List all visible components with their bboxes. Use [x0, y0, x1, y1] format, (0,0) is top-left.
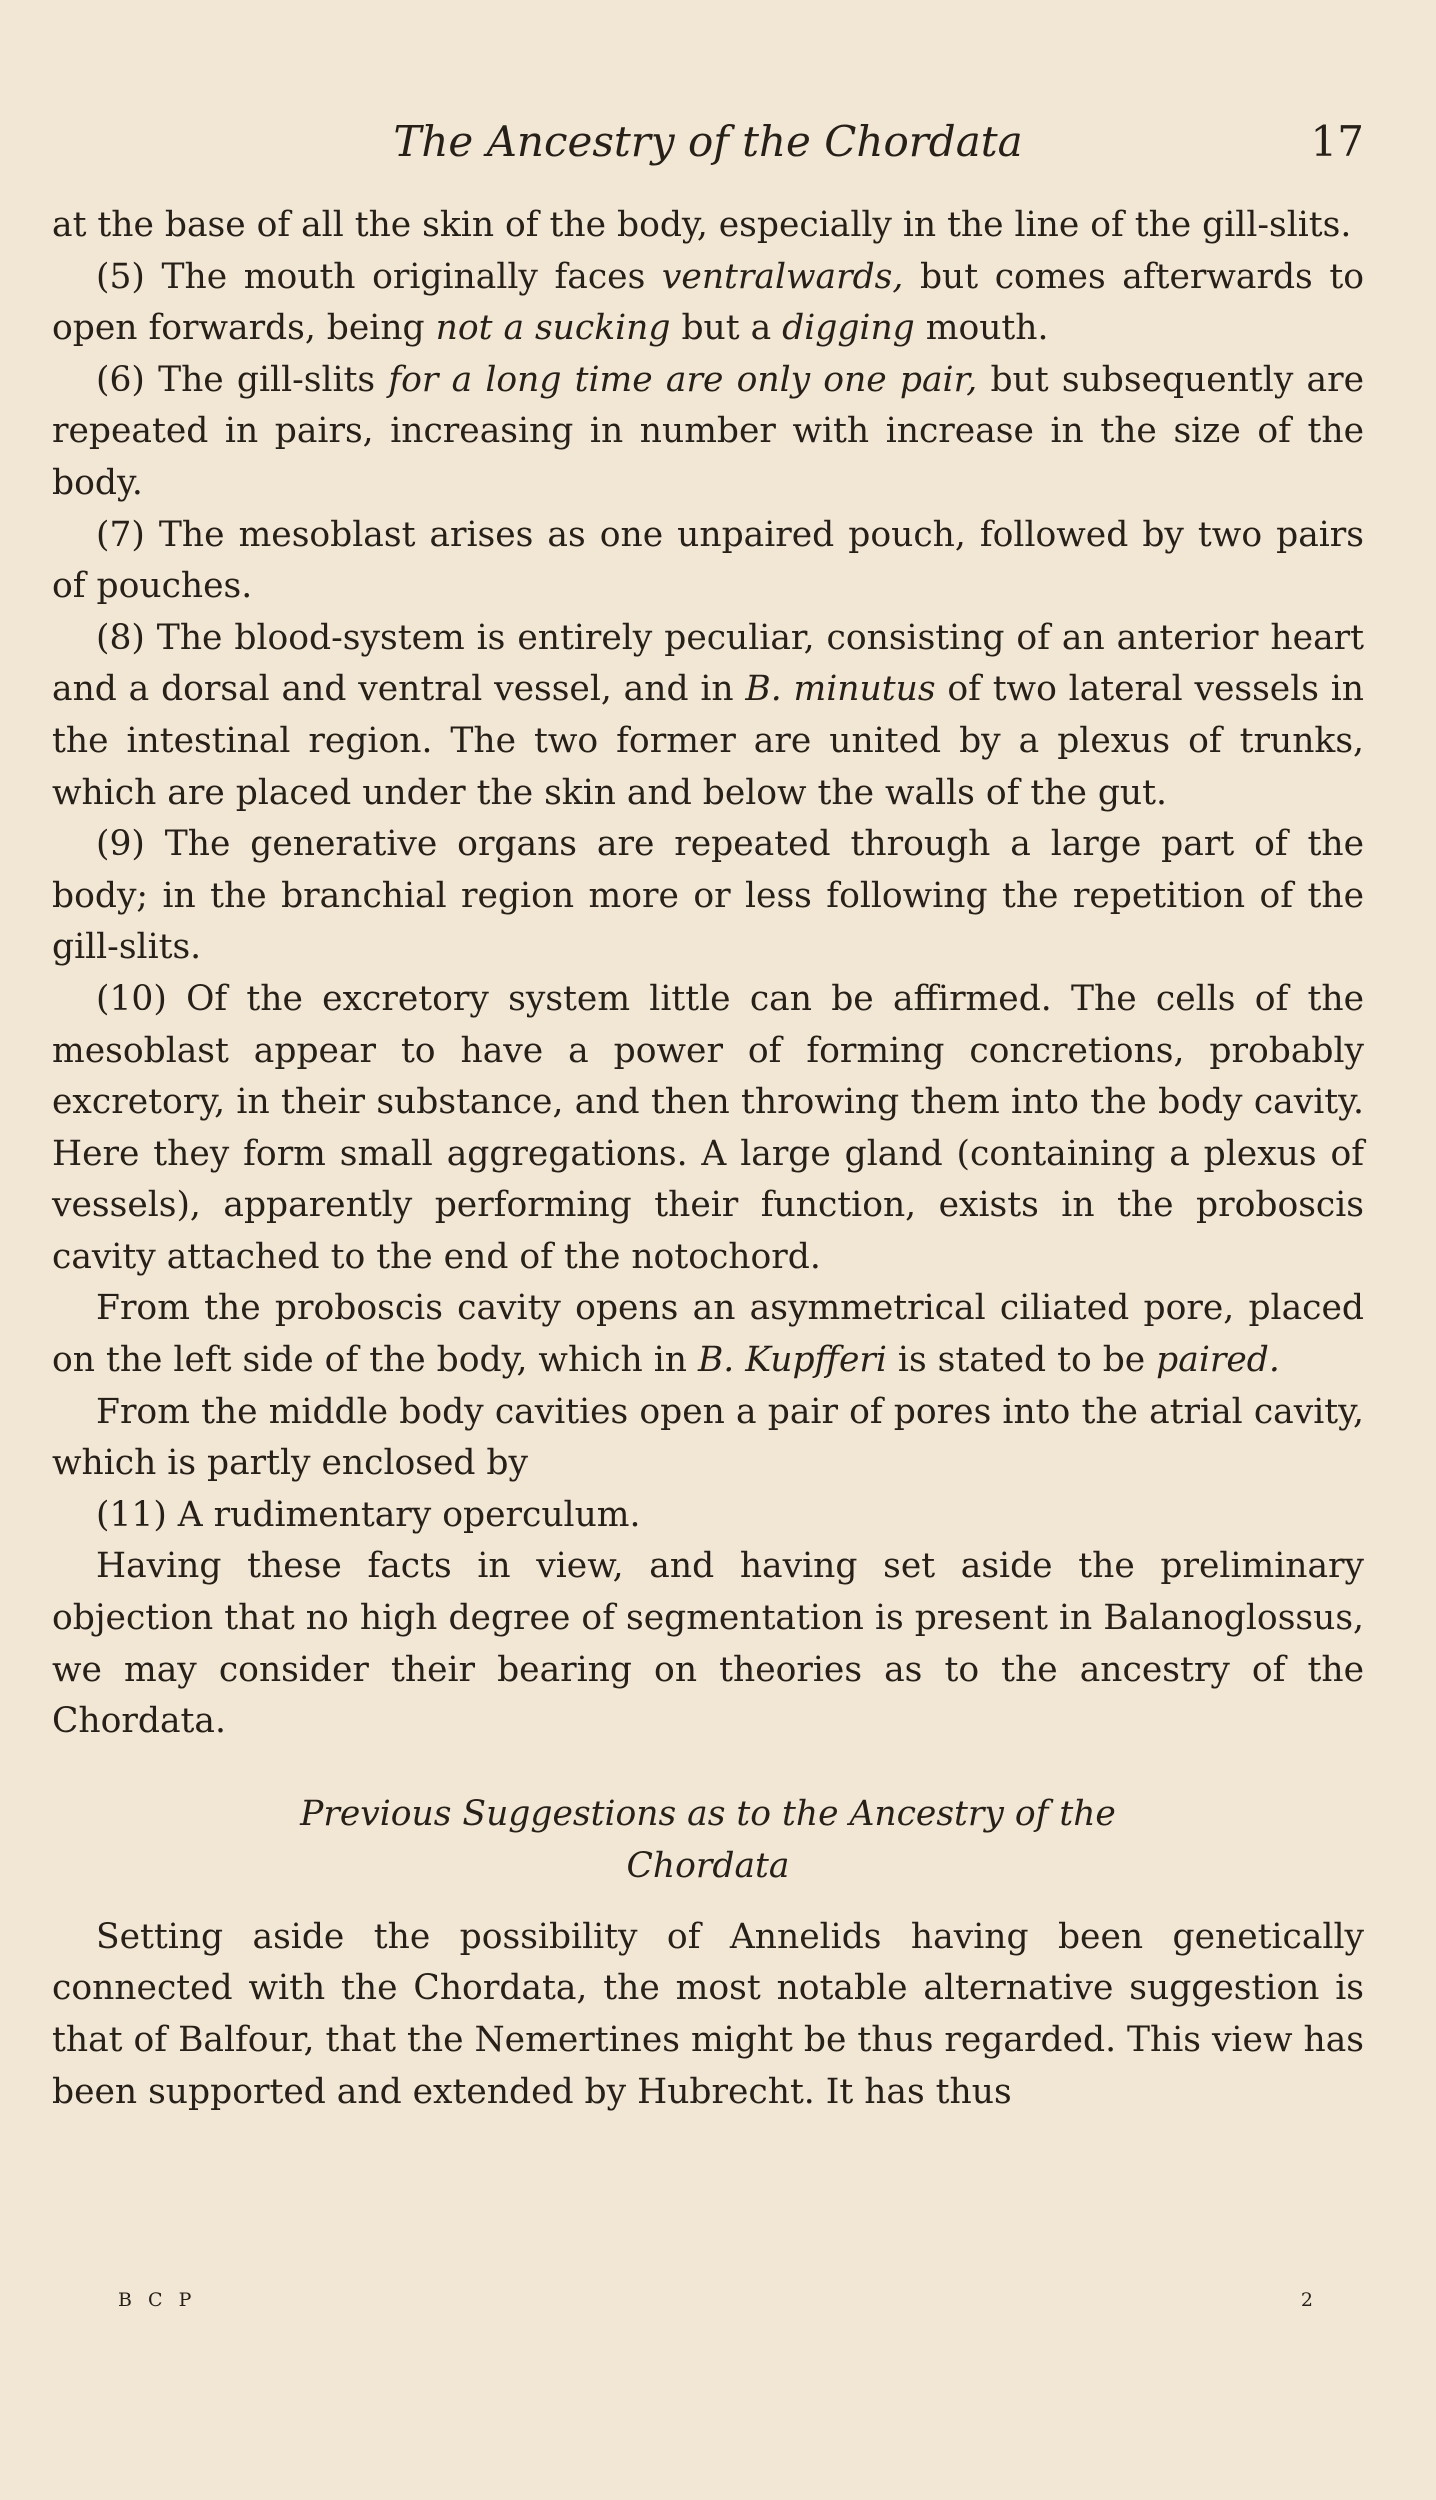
italic-run: paired. — [1156, 1340, 1280, 1381]
section-heading — [52, 1788, 1364, 1892]
text-run: but a — [670, 308, 783, 349]
italic-run: for a long time are only one pair, — [388, 359, 978, 400]
italic-run: not a sucking — [435, 308, 671, 349]
paragraph-proboscis-pore — [52, 1283, 1364, 1386]
running-title: The Ancestry of the Chordata — [393, 117, 1023, 166]
text-run: is stated to be — [886, 1340, 1157, 1381]
paragraph-text: (11) A rudimentary operculum. — [96, 1494, 641, 1535]
section-heading-line: Previous Suggestions as to the Ancestry of the — [300, 1793, 1116, 1834]
paragraph-item-7 — [52, 510, 1364, 613]
section-heading-line: Chordata — [626, 1845, 790, 1886]
paragraph-text: (7) The mesoblast arises as one unpaired pouch, followed by two pairs of pouches. — [52, 514, 1364, 607]
paragraph-item-8 — [52, 613, 1364, 819]
running-head — [52, 112, 1364, 172]
italic-run: ventralwards, — [661, 256, 904, 297]
paragraph-text: Setting aside the possibility of Annelids having been genetically connected with the Chordata, the most notable alternative suggestion is that of Balfour, that the Nemertines might be thus regarded. This view has been supported and extended by Hubrecht. It has thus — [52, 1916, 1364, 2112]
text-run: (5) The mouth originally faces — [96, 256, 662, 297]
signature-footer — [118, 2280, 1318, 2320]
signature-mark: B C P — [118, 2289, 197, 2311]
page-number: 17 — [1310, 117, 1364, 166]
italic-run: B. Kupfferi — [697, 1340, 887, 1381]
signature-number: 2 — [1300, 2289, 1318, 2311]
text-run: of two lateral vessels in the intestinal region. The two former are united by a plexus of trunks, which are placed under the skin and below the walls of the gut. — [52, 669, 1364, 813]
paragraph-continued — [52, 200, 1364, 252]
text-run: (8) The blood-system is entirely peculiar, consisting of an anterior heart and a dorsal and ventral vessel, and in — [52, 617, 1364, 710]
italic-run: digging — [782, 308, 915, 349]
paragraph-text: (9) The generative organs are repeated through a large part of the body; in the branchial region more or less following the repetition of the gill-slits. — [52, 824, 1364, 968]
paragraph-item-6 — [52, 355, 1364, 510]
paragraph-text: Having these facts in view, and having set aside the preliminary objection that no high degree of segmentation is present in Balanoglossus, we may consider their bearing on theories as to the ancestry of the Chordata. — [52, 1546, 1364, 1742]
paragraph-item-9 — [52, 819, 1364, 974]
paragraph-section-start — [52, 1912, 1364, 2118]
paragraph-item-5 — [52, 252, 1364, 355]
italic-run: B. minutus — [745, 669, 936, 710]
text-run: From the proboscis cavity opens an asymmetrical ciliated pore, placed on the left side of the body, which in — [52, 1288, 1364, 1381]
paragraph-text: (10) Of the excretory system little can be affirmed. The cells of the mesoblast appear to have a power of forming concretions, probably excretory, in their substance, and then throwing them into the body cavity. Here they form small aggregations. A large gland (containing a plexus of vessels), apparently performing their function, exists in the proboscis cavity attached to the end of the notochord. — [52, 978, 1364, 1277]
text-run: (6) The gill-slits — [96, 359, 389, 400]
text-run: mouth. — [914, 308, 1049, 349]
paragraph-summary — [52, 1541, 1364, 1747]
paragraph-text: at the base of all the skin of the body, especially in the line of the gill-slits. — [52, 205, 1352, 245]
text-run: but subsequently are repeated in pairs, increasing in number with increase in the size of the body. — [52, 359, 1364, 503]
paragraph-atrial-pores — [52, 1387, 1364, 1490]
text-run: but comes afterwards to open forwards, being — [52, 256, 1365, 349]
paragraph-item-10 — [52, 974, 1364, 1284]
paragraph-text: From the middle body cavities open a pair of pores into the atrial cavity, which is partly enclosed by — [52, 1391, 1364, 1484]
body-text — [52, 200, 1364, 2118]
paragraph-item-11 — [52, 1490, 1364, 1542]
